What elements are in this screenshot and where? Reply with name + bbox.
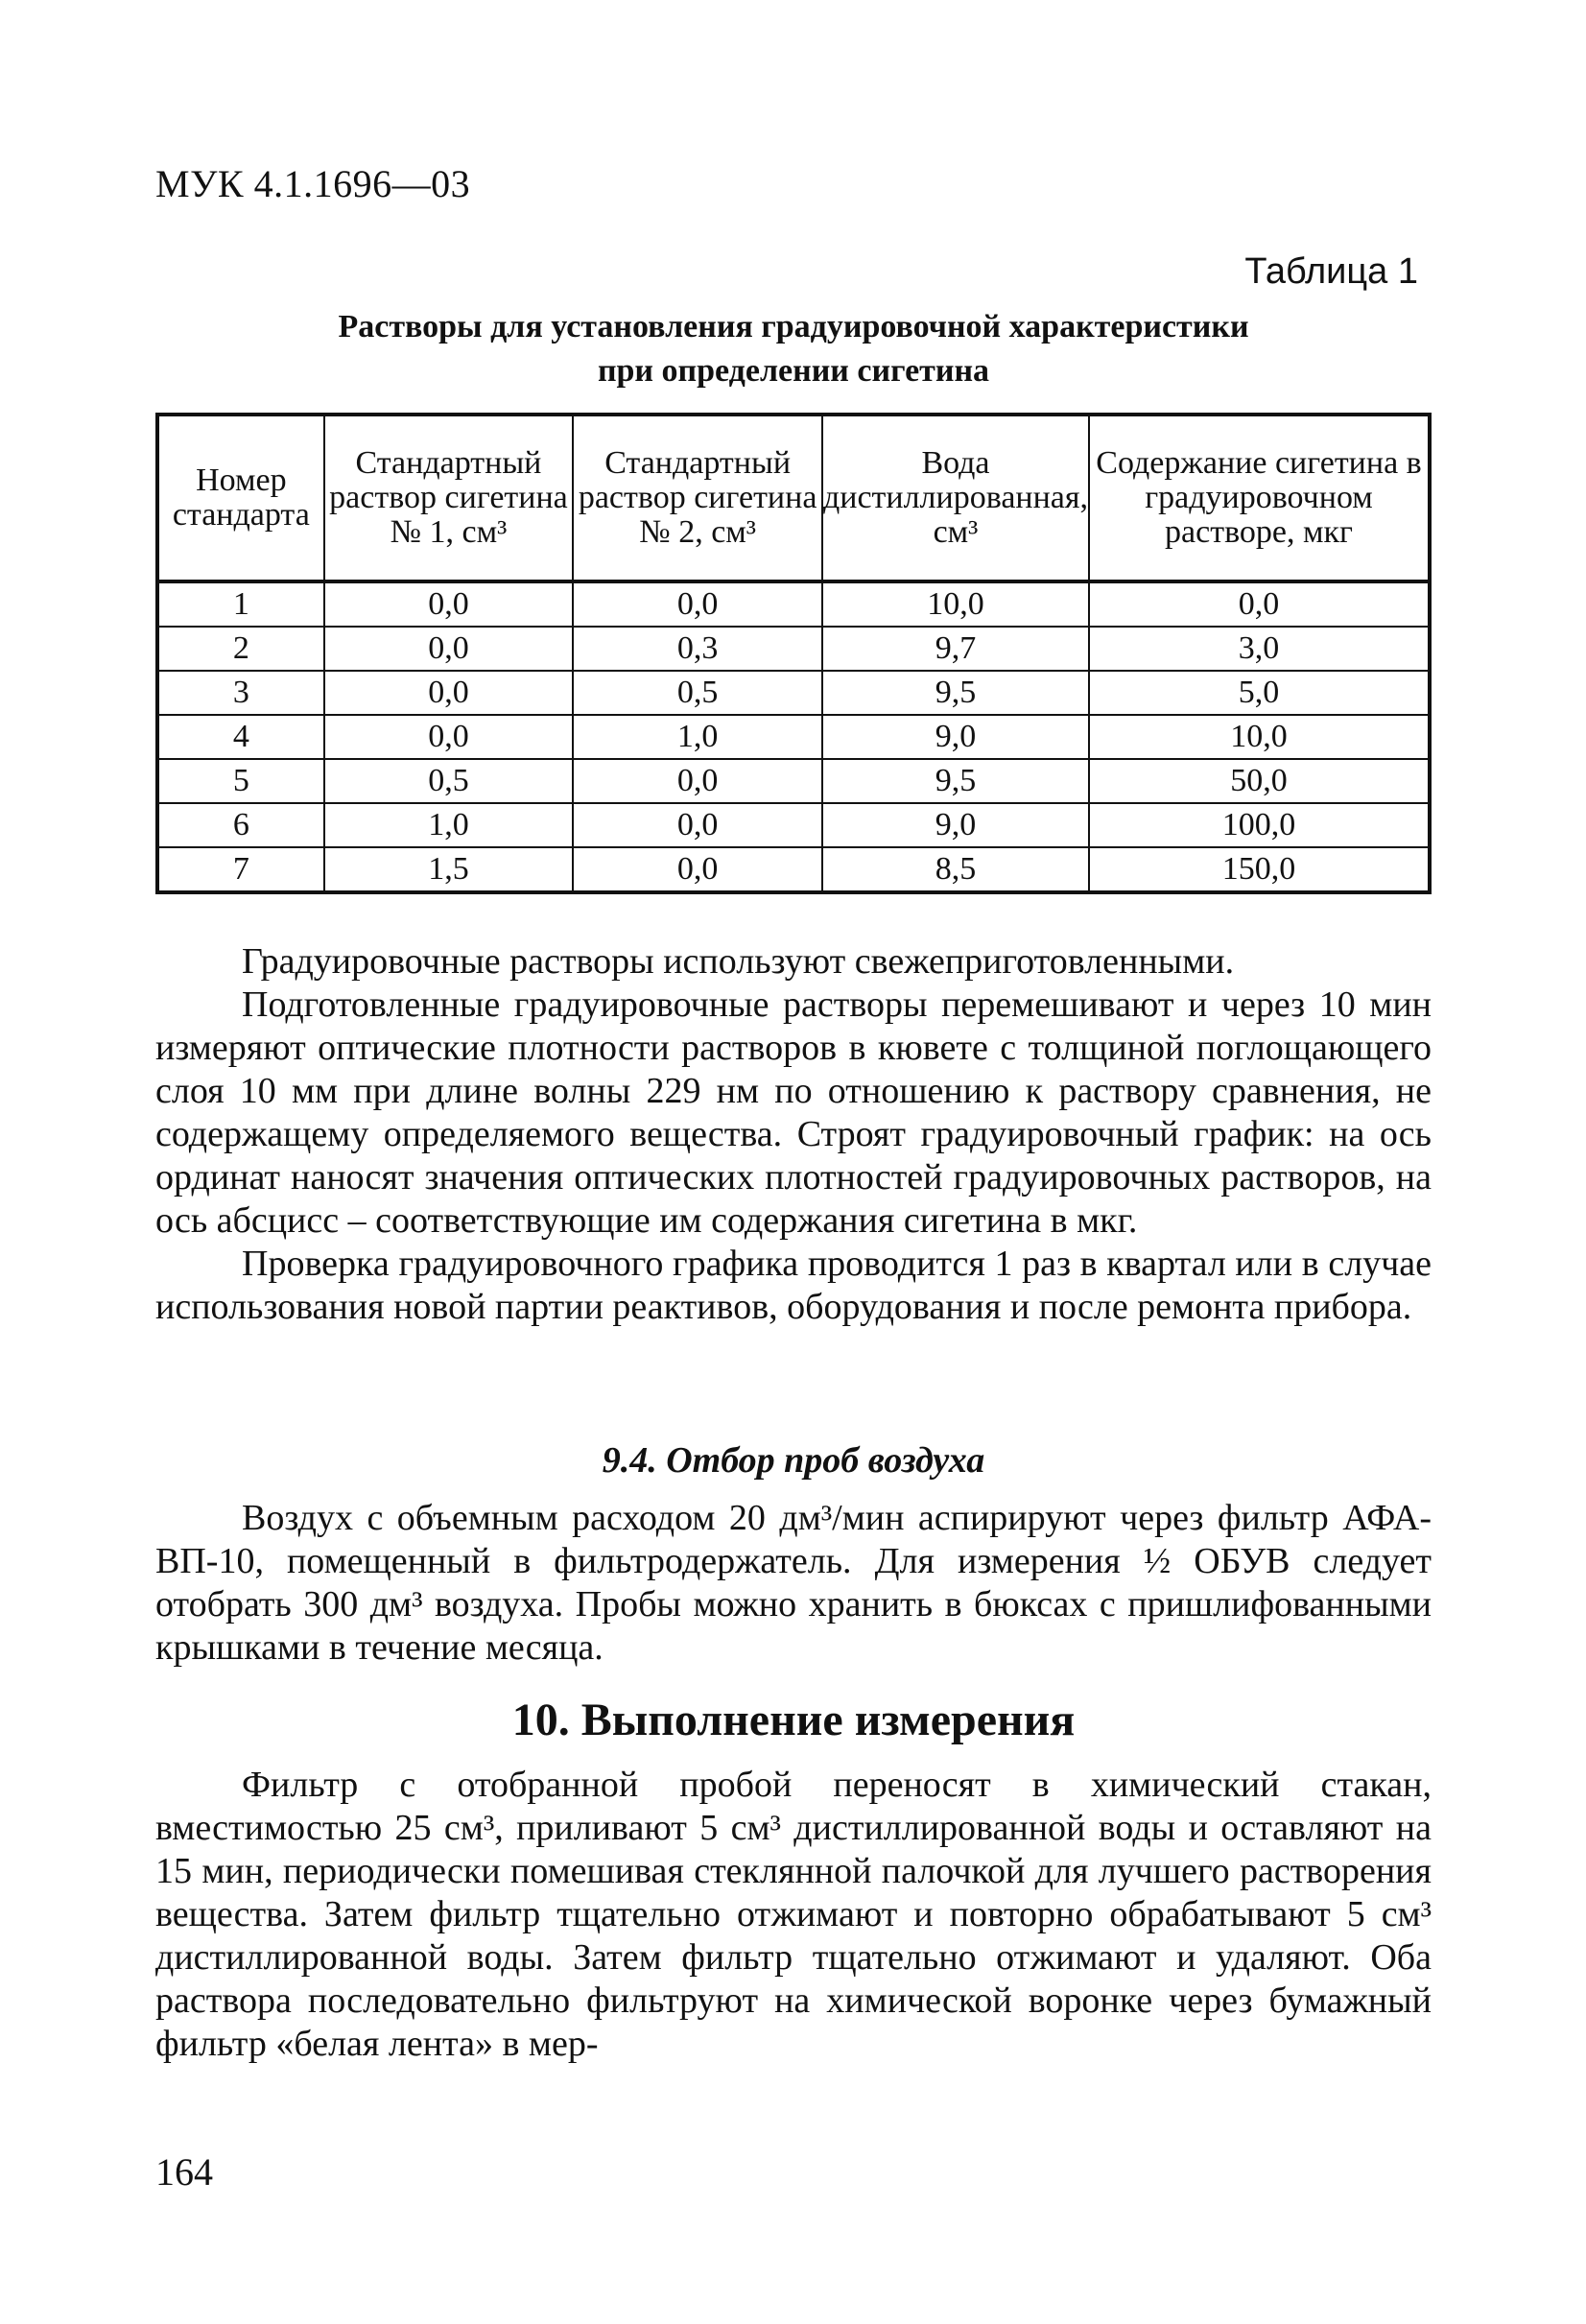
section-heading: 10. Выполнение измерения [511,1695,1076,1745]
header-water: Вода дистиллированная, см³ [822,415,1089,581]
table-cell: 3 [157,671,324,715]
table-cell: 8,5 [822,847,1089,892]
table-header-row [157,415,1430,581]
header-content: Содержание сигетина в градуировочном растворе, мкг [1089,415,1430,581]
table-cell: 9,5 [822,671,1089,715]
table-cell: 0,0 [324,715,574,759]
table-cell: 0,0 [324,627,574,671]
paragraphs-block-1 [155,940,1432,1329]
table-cell: 0,3 [573,627,822,671]
table-cell: 5,0 [1089,671,1430,715]
table-cell: 3,0 [1089,627,1430,671]
table-cell: 0,5 [573,671,822,715]
paragraphs-block-3 [155,1764,1432,2066]
paragraph-measurement: Подготовленные градуировочные растворы перемешивают и через 10 мин измеряют оптические плотности растворов в кювете с толщиной поглощающего слоя 10 мм при длине волны 229 нм по отношению к раствору сравнения, не содержащему определяемого вещества. Строят градуировочный график: на ось ординат наносят значения оптических плотностей градуировочных растворов, на ось абсцисс – соответствующие им содержания сигетина в мкг. [155,984,1432,1241]
header-solution-2: Стандартный раствор сигетина № 2, см³ [573,415,822,581]
table-cell: 0,0 [573,581,822,627]
table-cell: 4 [157,715,324,759]
table-row [157,715,1430,759]
subsection-heading: 9.4. Отбор проб воздуха [602,1440,985,1481]
table-cell: 0,0 [1089,581,1430,627]
table-cell: 7 [157,847,324,892]
table-title-line-2: при определении сигетина [597,353,990,389]
table-cell: 0,0 [324,581,574,627]
table-row [157,671,1430,715]
table-row [157,803,1430,847]
paragraphs-block-2 [155,1497,1432,1670]
table-cell: 9,0 [822,715,1089,759]
document-code: МУК 4.1.1696—03 [155,162,471,205]
table-cell: 1,0 [573,715,822,759]
table-cell: 0,0 [573,847,822,892]
table-cell: 150,0 [1089,847,1430,892]
table-cell: 50,0 [1089,759,1430,803]
table-title-line-1: Растворы для установления градуировочной характеристики [338,309,1249,344]
table-cell: 9,7 [822,627,1089,671]
table-row [157,847,1430,892]
paragraph-procedure: Фильтр с отобранной пробой переносят в химический стакан, вместимостью 25 см³, приливают 5 см³ дистиллированной воды и оставляют на 15 мин, периодически помешивая стеклянной палочкой для лучшего растворения вещества. Затем фильтр тщательно отжимают и повторно обрабатывают 5 см³ дистиллированной воды. Затем фильтр тщательно отжимают и удаляют. Оба раствора последовательно фильтруют на химической воронке через бумажный фильтр «белая лента» в мер- [155,1765,1432,2064]
page-number: 164 [155,2150,213,2194]
table-cell: 0,0 [573,803,822,847]
table-cell: 1,5 [324,847,574,892]
table-cell: 0,0 [324,671,574,715]
table-cell: 1,0 [324,803,574,847]
table-cell: 2 [157,627,324,671]
table-cell: 6 [157,803,324,847]
calibration-table [155,413,1432,894]
table-row [157,581,1430,627]
table-cell: 0,5 [324,759,574,803]
table-cell: 100,0 [1089,803,1430,847]
table-row [157,627,1430,671]
table-cell: 0,0 [573,759,822,803]
table-cell: 1 [157,581,324,627]
paragraph-fresh-solutions: Градуировочные растворы используют свежеприготовленными. [242,941,1235,982]
table-body [157,581,1430,892]
table-cell: 5 [157,759,324,803]
table-label: Таблица 1 [1244,251,1418,292]
table-row [157,759,1430,803]
paragraph-calibration-check: Проверка градуировочного графика проводится 1 раз в квартал или в случае использования новой партии реактивов, оборудования и после ремонта прибора. [155,1244,1432,1327]
paragraph-air-sampling: Воздух с объемным расходом 20 дм³/мин аспирируют через фильтр АФА-ВП-10, помещенный в фильтродержатель. Для измерения ½ ОБУВ следует отобрать 300 дм³ воздуха. Пробы можно хранить в бюксах с пришлифованными крышками в течение месяца. [155,1498,1432,1668]
header-solution-1: Стандартный раствор сигетина № 1, см³ [324,415,574,581]
table-cell: 9,5 [822,759,1089,803]
table-title [155,305,1432,393]
table-cell: 10,0 [1089,715,1430,759]
table-cell: 9,0 [822,803,1089,847]
table-cell: 10,0 [822,581,1089,627]
header-standard-number: Номер стандарта [157,415,324,581]
